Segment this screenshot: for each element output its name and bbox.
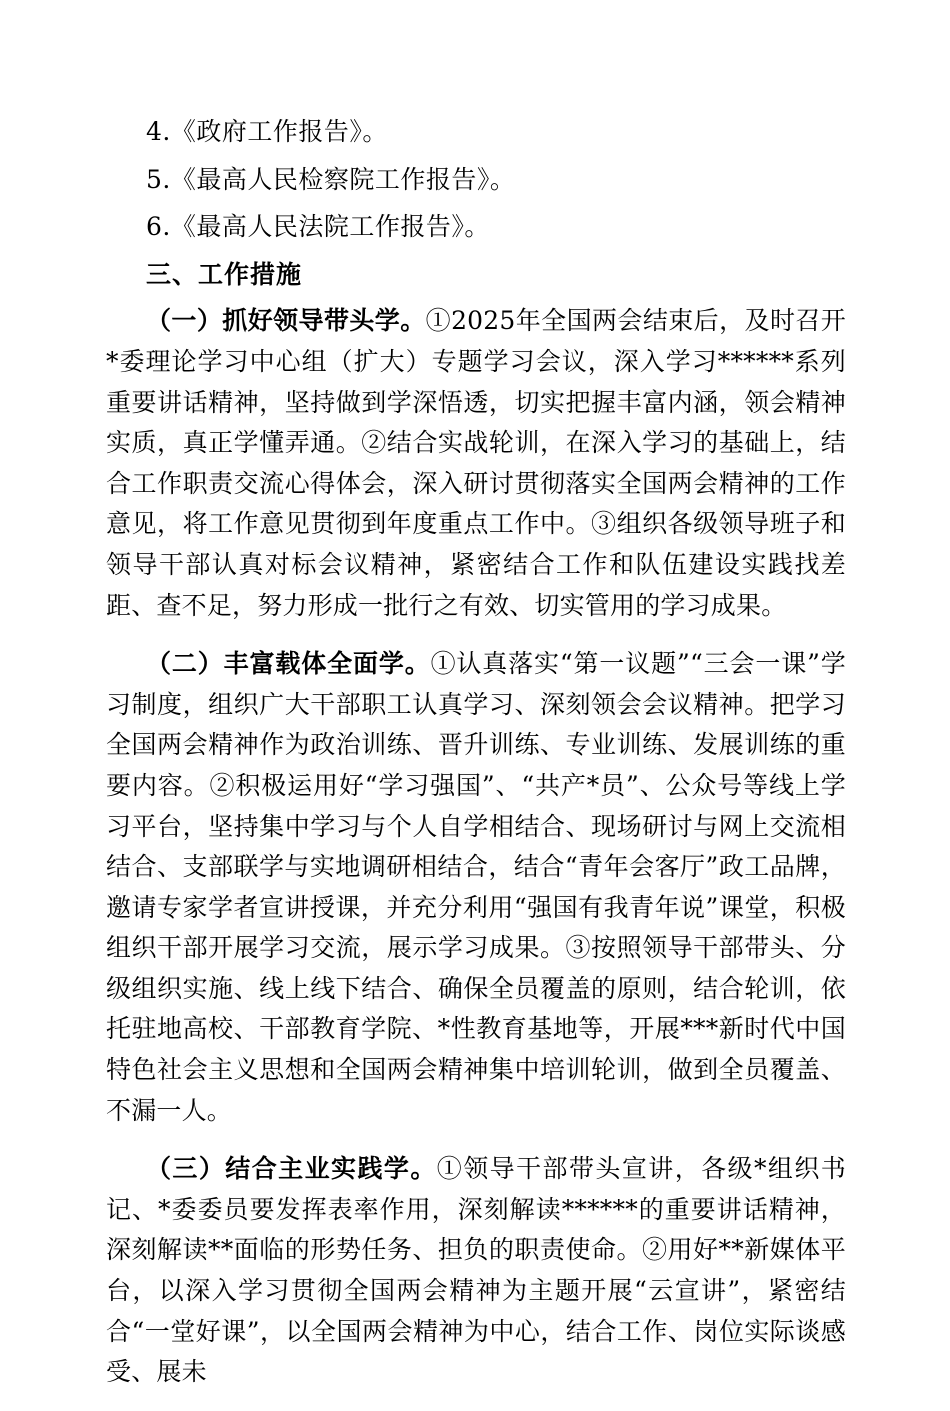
paragraph-lead: （三）结合主业实践学。 [146,1154,437,1184]
list-item: 5.《最高人民检察院工作报告》。 [146,164,516,194]
measure-paragraph [106,644,846,1131]
list-item: 4.《政府工作报告》。 [146,117,388,146]
paragraph-body: ①2025年全国两会结束后，及时召开*委理论学习中心组（扩大）专题学习会议，深入学习******系列重要讲话精神，坚持做到学深悟透，切实把握丰富内涵，领会精神实质，真正学懂弄通。②结合实战轮训，在深入学习的基础上，结合工作职责交流心得体会，深入研讨贯彻落实全国两会精神的工作意见，将工作意见贯彻到年度重点工作中。③组织各级领导班子和领导干部认真对标会议精神，紧密结合工作和队伍建设实践找差距、查不足，努力形成一批行之有效、切实管用的学习成果。 [106,306,846,620]
paragraph-lead: （二）丰富载体全面学。 [146,649,431,679]
paragraph-lead: （一）抓好领导带头学。 [146,306,426,336]
paragraph-body: ①认真落实“第一议题”“三会一课”学习制度，组织广大干部职工认真学习、深刻领会会议精神。把学习全国两会精神作为政治训练、晋升训练、专业训练、发展训练的重要内容。②积极运用好“学习强国”、“共产*员”、公众号等线上学习平台，坚持集中学习与个人自学相结合、现场研讨与网上交流相结合、支部联学与实地调研相结合，结合“青年会客厅”政工品牌，邀请专家学者宣讲授课，并充分利用“强国有我青年说”课堂，积极组织干部开展学习交流，展示学习成果。③按照领导干部带头、分级组织实施、线上线下结合、确保全员覆盖的原则，结合轮训，依托驻地高校、干部教育学院、*性教育基地等，开展***新时代中国特色社会主义思想和全国两会精神集中培训轮训，做到全员覆盖、不漏一人。 [106,649,846,1125]
measure-paragraph [106,1149,846,1393]
section-heading: 三、工作措施 [146,259,303,289]
list-item: 6.《最高人民法院工作报告》。 [146,212,490,242]
document-body [106,112,846,1411]
measure-paragraph [106,301,846,626]
paragraph-body: ①领导干部带头宣讲，各级*组织书记、*委委员要发挥表率作用，深刻解读******的重要讲话精神，深刻解读**面临的形势任务、担负的职责使命。②用好**新媒体平台，以深入学习贯彻全国两会精神为主题开展“云宣讲”，紧密结合“一堂好课”，以全国两会精神为中心，结合工作、岗位实际谈感受、展未 [106,1154,846,1387]
